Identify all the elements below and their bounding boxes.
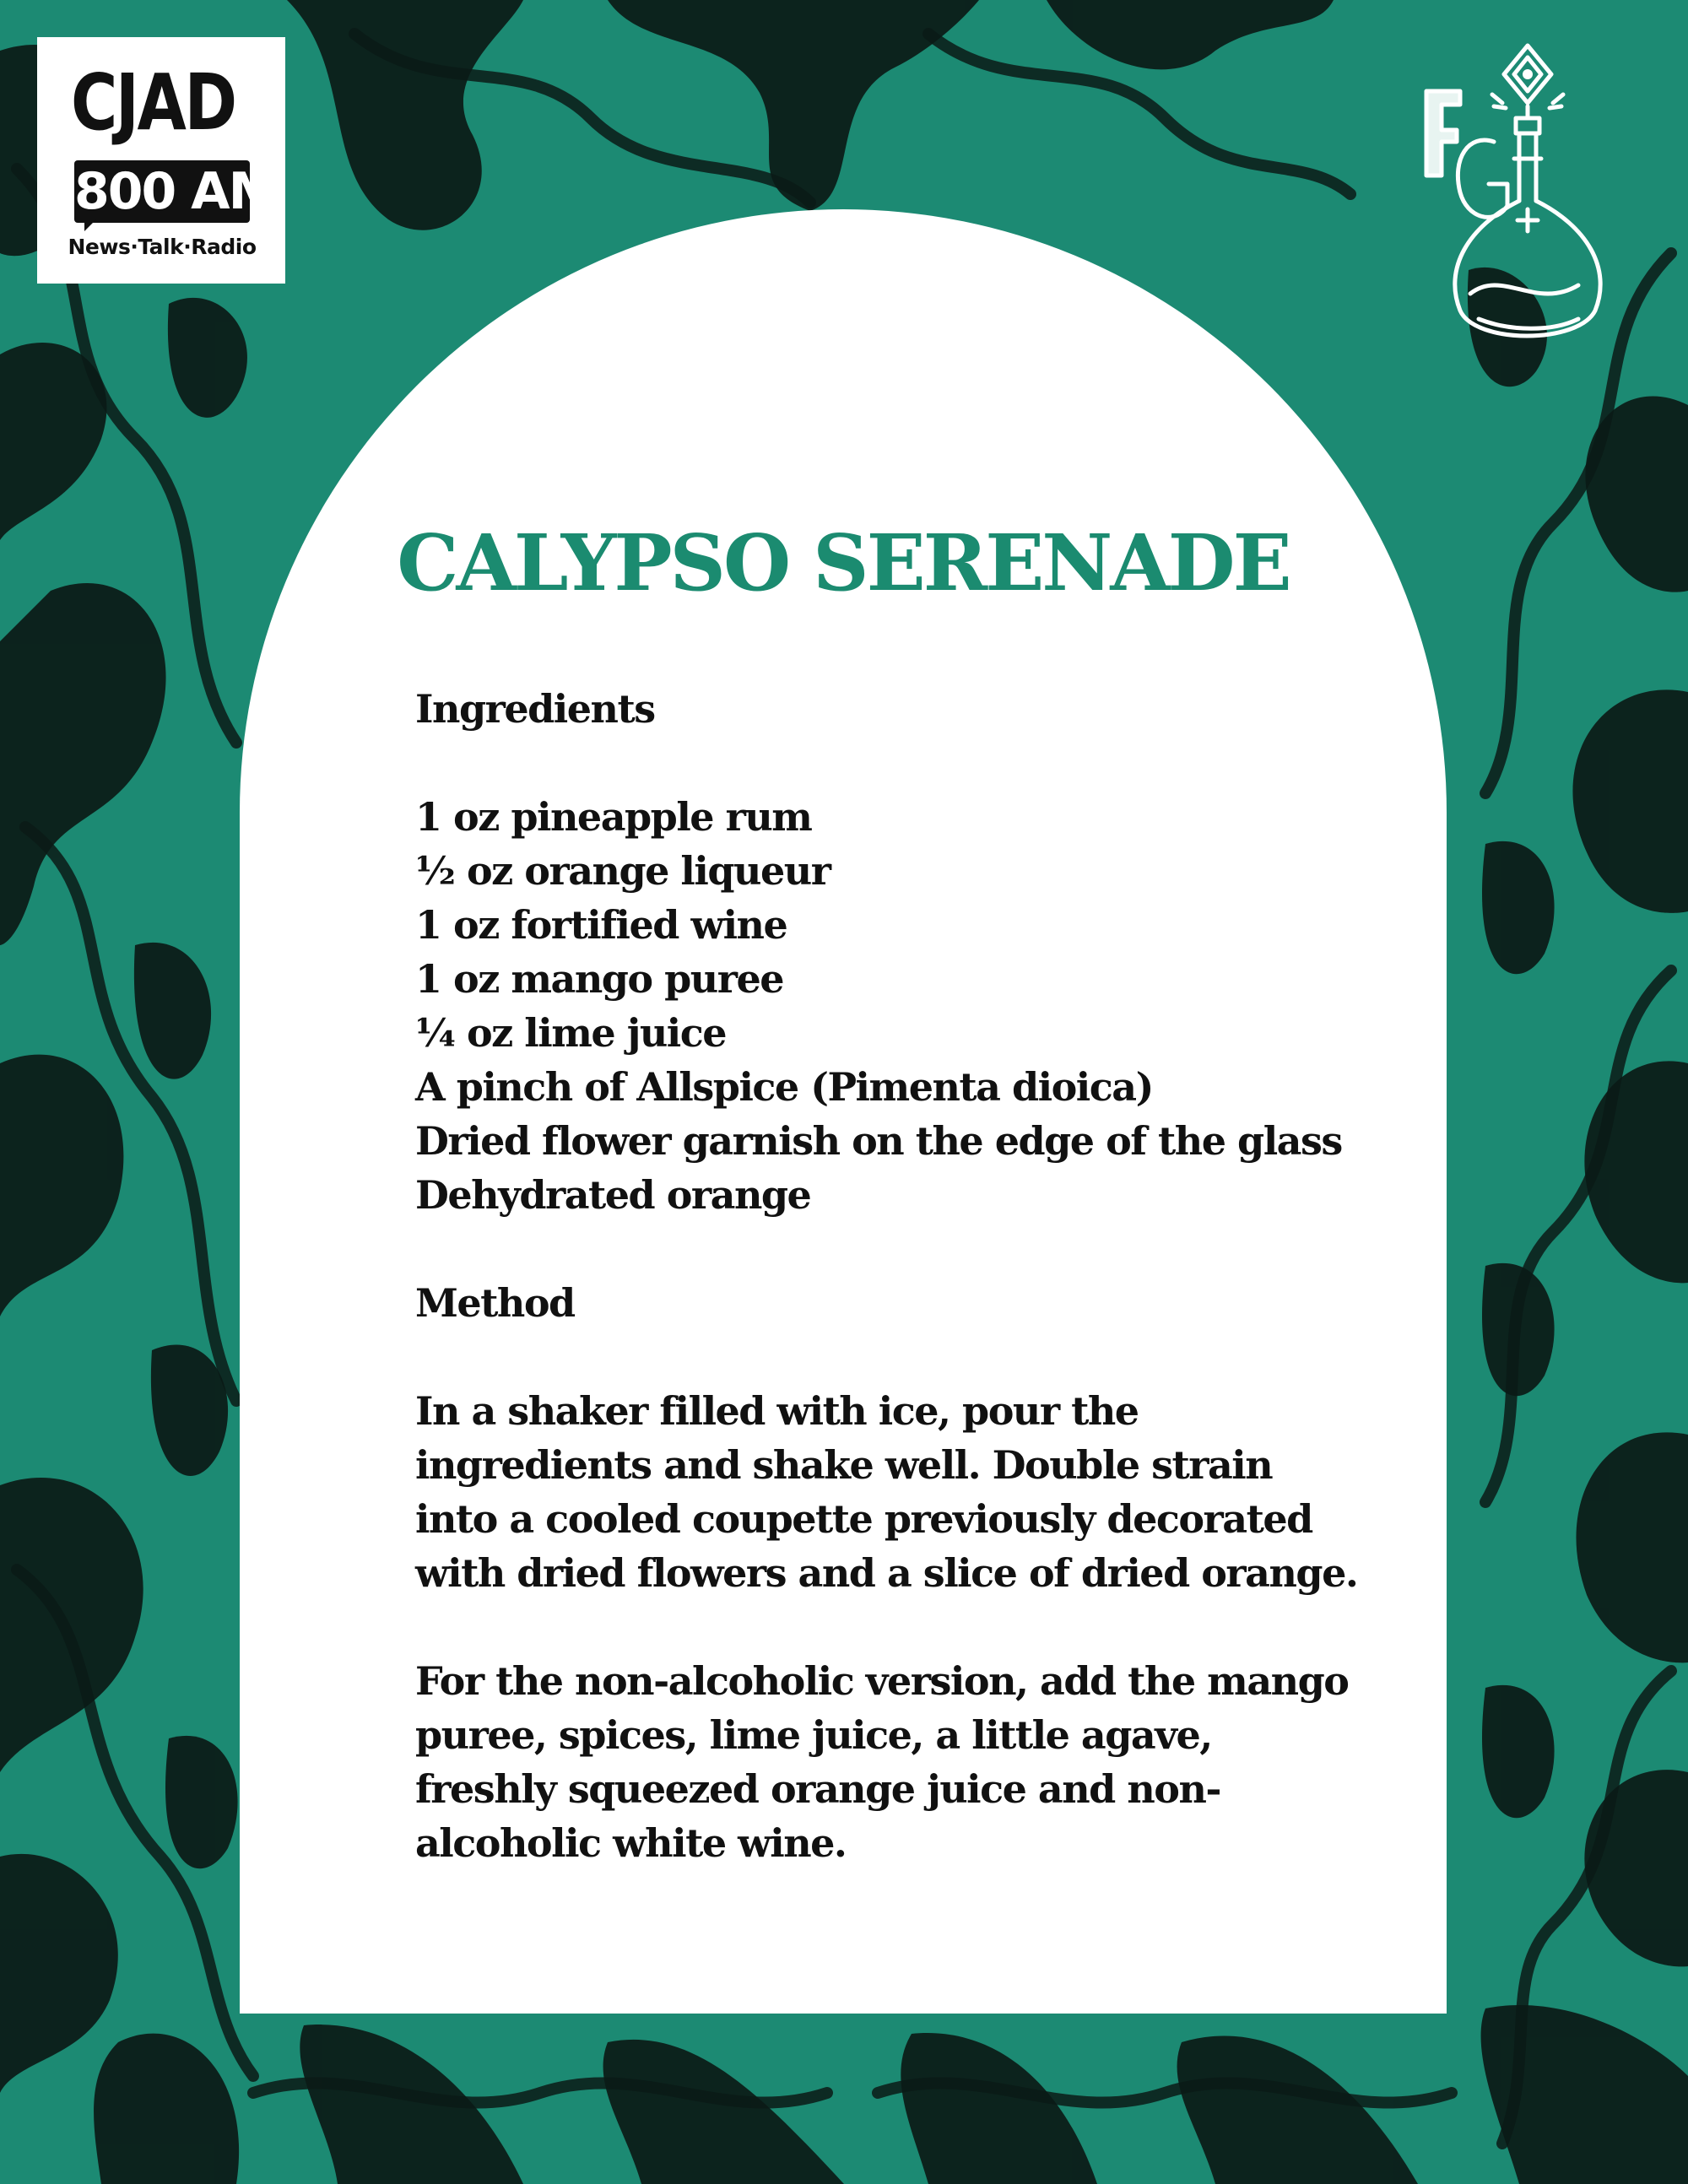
ingredient-item: ½ oz orange liqueur xyxy=(415,848,830,894)
recipe-body xyxy=(415,682,1361,1870)
ingredient-item: 1 oz fortified wine xyxy=(415,902,787,948)
recipe-card xyxy=(240,209,1447,2014)
method-paragraph: In a shaker filled with ice, pour the ingredients and shake well. Double strain into a cooled coupette previously decorated with dried flowers and a slice of dried orange. xyxy=(415,1388,1358,1596)
ingredient-item: 1 oz pineapple rum xyxy=(415,794,812,840)
ingredient-item: Dried flower garnish on the edge of the glass xyxy=(415,1118,1342,1164)
decanter-monogram-icon xyxy=(1409,41,1637,353)
method-heading: Method xyxy=(415,1280,575,1326)
ingredient-item: ¼ oz lime juice xyxy=(415,1010,727,1056)
speech-bubble-tail xyxy=(84,219,101,231)
cjad-frequency: 800 AM xyxy=(74,162,278,221)
cjad-logo xyxy=(37,37,285,284)
ingredients-heading: Ingredients xyxy=(415,686,655,732)
ingredient-item: Dehydrated orange xyxy=(415,1172,811,1218)
recipe-title: CALYPSO SERENADE xyxy=(397,517,1290,608)
ingredient-item: A pinch of Allspice (Pimenta dioica) xyxy=(415,1064,1153,1110)
cjad-tagline: News·Talk·Radio xyxy=(68,235,257,259)
cjad-logo-name: CJAD xyxy=(71,57,235,148)
ingredient-item: 1 oz mango puree xyxy=(415,956,783,1002)
non-alcoholic-paragraph: For the non-alcoholic version, add the mango puree, spices, lime juice, a little agave, freshly squeezed orange juice and non-alcoholic white wine. xyxy=(415,1658,1349,1866)
cjad-frequency-badge xyxy=(74,160,278,223)
